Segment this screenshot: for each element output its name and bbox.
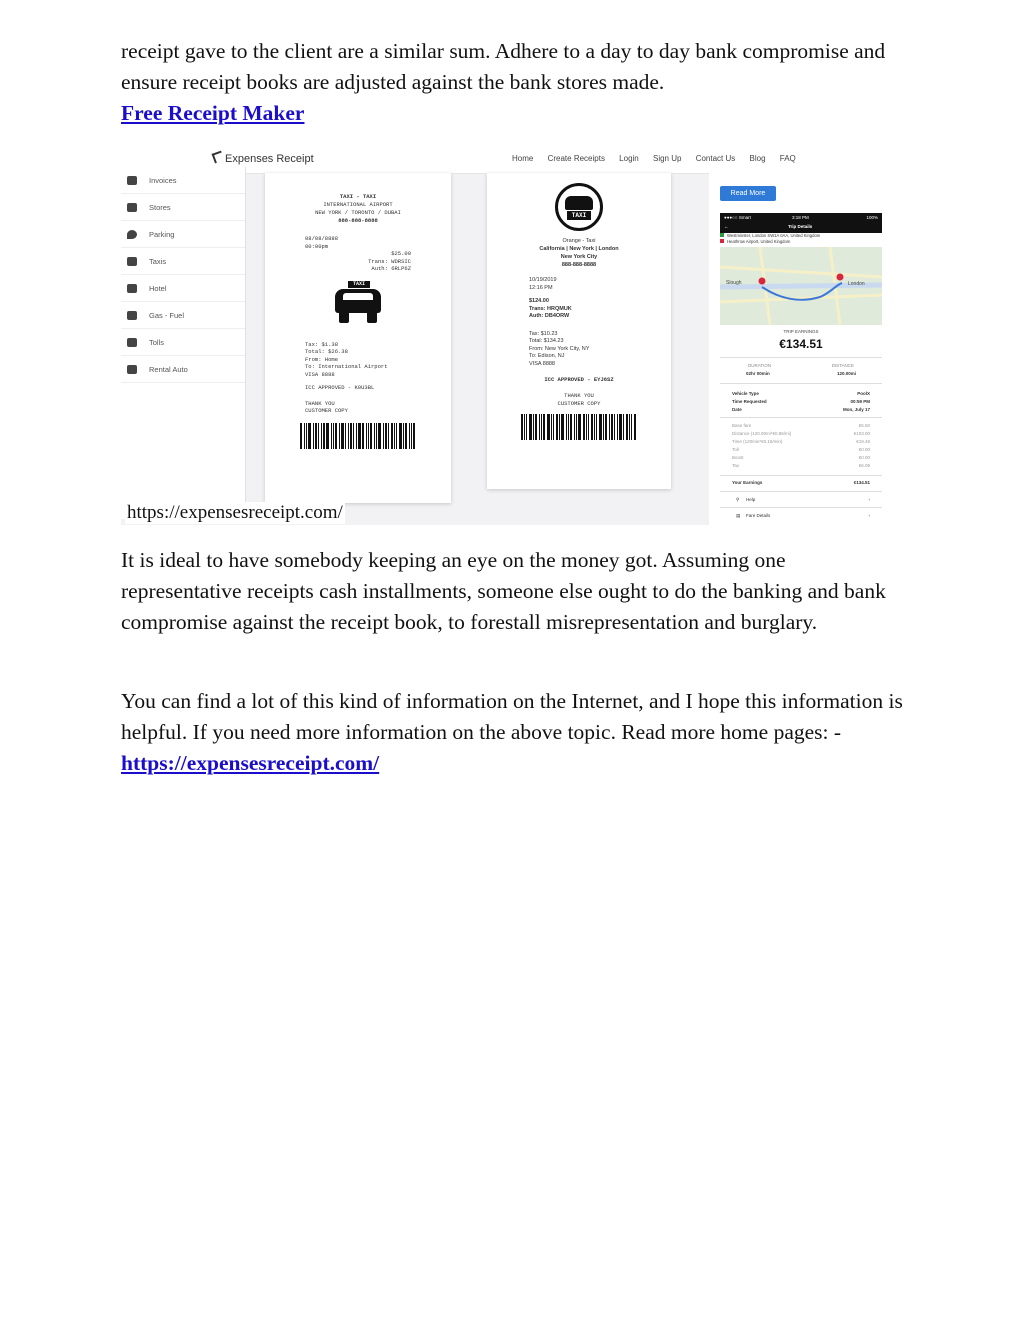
help-icon: ⚲ (736, 497, 740, 502)
taxi-car-icon (330, 281, 386, 325)
road-icon (127, 338, 137, 347)
sidebar-item-tolls (121, 329, 245, 356)
vehicle-type-label: Vehicle Type (732, 391, 759, 396)
receipt1-header-line: NEW YORK / TORONTO / DUBAI (315, 209, 401, 216)
distance-value: 120.00mi (836, 371, 856, 376)
taxi-badge-text: TAXI (567, 211, 591, 220)
figure-url-caption: https://expensesreceipt.com/ (127, 502, 343, 523)
figure-brand (213, 152, 314, 165)
fare-label: Base fare (732, 423, 752, 428)
receipt2-date: 10/19/2019 (529, 277, 557, 283)
time-requested-label: Time Requested (732, 399, 767, 404)
nav-home: Home (512, 154, 534, 163)
fare-label: Time (120min*€0.16/min) (732, 439, 783, 444)
pickup-marker-icon (720, 233, 724, 237)
dropoff-marker-icon (720, 239, 724, 243)
dropoff-location: Heathrow Airport, United Kingdom (727, 239, 791, 244)
receipt2-to: To: Edison, NJ (529, 353, 565, 359)
map-pin-end (837, 274, 844, 281)
receipt2-barcode (487, 414, 671, 440)
fuel-pump-icon (127, 311, 137, 320)
receipt2-customer-copy: CUSTOMER COPY (557, 400, 601, 407)
sidebar-item-label: Tolls (149, 337, 165, 347)
map-pin-start (759, 278, 766, 285)
date-label: Date (732, 407, 742, 412)
receipt1-to: To: International Airport (305, 363, 388, 370)
taxi-receipt-1 (265, 173, 451, 503)
receipt1-header-line: INTERNATIONAL AIRPORT (323, 201, 393, 208)
fare-value: €5.50 (858, 423, 870, 428)
receipt2-from: From: New York City, NY (529, 345, 590, 352)
paragraph-intro-text: receipt gave to the client are a similar sum. Adhere to a day to day bank compromise and ensure receipt books are adjusted against the bank stores made. (121, 39, 886, 94)
paragraph-intro (121, 36, 911, 129)
receipt1-header (265, 193, 451, 225)
trip-locations (720, 233, 882, 245)
receipt1-auth: Auth: 6RLP6Z (371, 265, 411, 272)
fare-label: Boost (732, 455, 744, 460)
paragraph-monitoring: It is ideal to have somebody keeping an eye on the money got. Assuming one representative receipts cash installments, someone else ought to do the banking and bank compromise against the receipt book, to forestall misrepresentation and burglary. (121, 548, 886, 634)
fare-value: €103.00 (853, 431, 870, 436)
phone-status-bar (720, 213, 882, 233)
receipt1-approved: ICC APPROVED - K0U3BL (305, 384, 375, 391)
location-pin-icon (127, 230, 137, 239)
document-icon: ▤ (736, 513, 741, 518)
distance-label: DISTANCE (831, 363, 854, 368)
screenshot-figure (121, 145, 906, 525)
nav-login: Login (619, 154, 639, 163)
fare-label: Toll (732, 447, 739, 452)
trip-title: Trip Details (788, 224, 813, 229)
your-earnings-label: Your Earnings (732, 480, 763, 485)
figure-nav-links (512, 154, 808, 163)
receipt2-tax: Tax: $10.23 (529, 330, 558, 337)
fare-value: €19.49 (856, 439, 870, 444)
sidebar-item-label: Gas - Fuel (149, 310, 185, 320)
receipt2-header (487, 237, 671, 269)
receipt2-header-line: California | New York | London (539, 246, 619, 252)
receipt1-time: 00:00pm (305, 242, 329, 250)
receipt2-auth: Auth: DB4ORW (529, 313, 570, 319)
fare-value: €0.00 (858, 455, 870, 460)
duration-label: DURATION (748, 363, 772, 368)
taxi-receipt-2 (487, 173, 671, 489)
sidebar-item-label: Hotel (149, 283, 167, 293)
sidebar-item-label: Invoices (149, 175, 177, 185)
receipt2-total: Total: $134.23 (529, 338, 564, 344)
sidebar-item-invoices (121, 167, 245, 194)
read-more-button: Read More (720, 186, 776, 201)
brand-logo-icon (212, 151, 225, 164)
vehicle-type-value: PoolX (857, 391, 870, 396)
receipt1-total: Total: $26.38 (305, 348, 348, 355)
pickup-location: Westminster, London SW1A 0AA, United Kingdom (727, 233, 821, 238)
receipt1-tax: Tax: $1.38 (305, 340, 339, 348)
receipt1-visa: VISA 8888 (305, 370, 335, 378)
receipt2-time: 12:16 PM (529, 284, 553, 291)
bed-icon (127, 284, 137, 293)
trip-earnings-label: TRIP EARNINGS (783, 329, 819, 334)
receipt1-date: 08/08/8888 (305, 235, 339, 242)
paragraph-closing (121, 686, 911, 779)
receipt1-barcode (265, 423, 451, 449)
your-earnings-value: €134.51 (853, 480, 870, 485)
receipt1-from: From: Home (305, 355, 339, 363)
nav-create-receipts: Create Receipts (547, 154, 605, 163)
receipt2-approved: ICC APPROVED - EYJ6SZ (544, 376, 614, 383)
sidebar-item-hotel (121, 275, 245, 302)
nav-faq: FAQ (779, 154, 796, 163)
trip-details-panel (709, 173, 906, 525)
route-map-graphic (720, 247, 882, 325)
receipt1-header-line: 888-888-8888 (338, 217, 378, 224)
receipt2-amount: $124.00 (529, 298, 549, 304)
receipt1-thanks: THANK YOU (305, 399, 335, 407)
figure-sidebar (121, 167, 246, 519)
map-label-a: Slough (726, 280, 742, 286)
paragraph-closing-text: You can find a lot of this kind of information on the Internet, and I hope this information is helpful. If you need more information on the above topic. Read more home pages: - (121, 689, 903, 744)
sidebar-item-taxis (121, 248, 245, 275)
fare-details-row: Fare Details (746, 513, 771, 518)
store-icon (127, 203, 137, 212)
receipt1-header-line: TAXI - TAXI (339, 193, 377, 200)
car-icon (127, 365, 137, 374)
phone-signal: ●●●○○ Smart (724, 215, 751, 220)
map-label-b: London (848, 281, 865, 287)
sidebar-item-rental-auto (121, 356, 245, 383)
free-receipt-maker-link[interactable]: Free Receipt Maker (121, 101, 305, 125)
route-map (720, 247, 882, 325)
sidebar-item-stores (121, 194, 245, 221)
fare-value: €6.09 (858, 463, 870, 468)
help-row: Help (746, 497, 756, 502)
receipt2-header-line: New York City (560, 254, 598, 260)
time-requested-value: 00:59 PM (850, 399, 870, 404)
nav-contact-us: Contact Us (695, 154, 736, 163)
sidebar-item-label: Stores (149, 202, 171, 212)
chevron-right-icon: › (868, 513, 870, 518)
nav-sign-up: Sign Up (652, 154, 682, 163)
receipt1-customer-copy: CUSTOMER COPY (305, 407, 348, 414)
date-value: Mon, July 17 (842, 407, 870, 412)
sidebar-item-label: Rental Auto (149, 364, 188, 374)
invoice-icon (127, 176, 137, 185)
taxi-badge-icon (555, 183, 603, 231)
receipt2-trans: Trans: HRQMUK (529, 305, 572, 312)
duration-value: 02hr 00min (746, 371, 770, 376)
receipt1-trans: Trans: WDRSIC (368, 257, 411, 265)
receipt1-amount: $25.00 (391, 250, 411, 257)
receipt2-visa: VISA 8888 (529, 360, 555, 367)
phone-battery: 100% (866, 215, 878, 220)
receipt2-header-line: 888-888-8888 (561, 262, 597, 268)
sidebar-item-label: Parking (149, 229, 175, 239)
car-icon (127, 257, 137, 266)
fare-label: Tax (732, 463, 740, 468)
nav-blog: Blog (749, 154, 766, 163)
sidebar-item-gas-fuel (121, 302, 245, 329)
expenses-receipt-link[interactable]: https://expensesreceipt.com/ (121, 751, 380, 775)
receipt2-header-line: Orange - Taxi (562, 238, 596, 244)
phone-clock: 3:18 PM (792, 215, 809, 220)
figure-brand-text: Expenses Receipt (225, 153, 314, 165)
receipt2-thanks: THANK YOU (564, 392, 594, 399)
fare-value: €0.00 (858, 447, 870, 452)
back-arrow-icon: ← (724, 224, 729, 229)
fare-label: Distance (120.00mi*€0.86/mi) (732, 431, 792, 436)
taxi-sign: TAXI (348, 281, 370, 288)
trip-earnings: €134.51 (779, 337, 823, 351)
sidebar-item-label: Taxis (149, 256, 167, 266)
chevron-right-icon: › (868, 497, 870, 502)
sidebar-item-parking (121, 221, 245, 248)
